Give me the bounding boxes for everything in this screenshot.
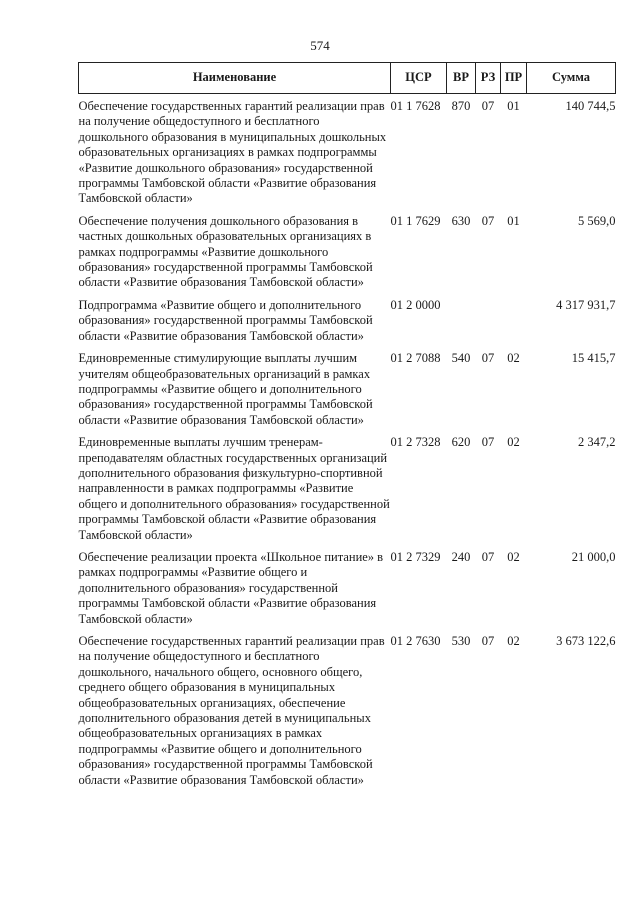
row-name: Обеспечение реализации проекта «Школьное питание» в рамках подпрограммы «Развитие общего и дополнительного образования» государственной программы Тамбовской области «Развитие образования Тамбовской области» bbox=[78, 549, 384, 626]
row-csr: 01 2 7329 bbox=[390, 549, 441, 564]
table-row bbox=[79, 94, 616, 214]
table-row bbox=[79, 214, 616, 298]
row-pr: 01 bbox=[507, 99, 520, 113]
page-number: 574 bbox=[310, 38, 330, 53]
header-rz: РЗ bbox=[476, 63, 501, 94]
row-pr: 02 bbox=[507, 549, 520, 564]
row-pr: 02 bbox=[507, 634, 520, 648]
row-vr: 540 bbox=[451, 351, 471, 366]
table-row bbox=[79, 634, 616, 795]
row-vr: 530 bbox=[451, 634, 471, 648]
row-name: Единовременные выплаты лучшим тренерам-преподавателям областных государственных организаций дополнительного образования физкультурно-спортивной направленности в рамках подпрограммы «Развитие общего и дополнительного образования» государственной программы Тамбовской области «Развитие образования Тамбовской области» bbox=[78, 435, 390, 542]
row-csr: 01 2 7328 bbox=[390, 435, 441, 450]
row-name: Обеспечение получения дошкольного образования в частных дошкольных образовательных организациях в рамках подпрограммы «Развитие дошкольного образования» государственной программы Тамбовской области «Развитие образования Тамбовской области» bbox=[78, 213, 373, 290]
row-sum: 21 000,0 bbox=[571, 549, 616, 564]
header-pr: ПР bbox=[501, 63, 527, 94]
row-csr: 01 1 7629 bbox=[390, 213, 441, 228]
row-name: Обеспечение государственных гарантий реализации прав на получение общедоступного и бесплатного дошкольного образования в муниципальных дошкольных образовательных организациях в рамках подпрограммы «Развитие дошкольного образования» государственной программы Тамбовской области «Развитие образования Тамбовской области» bbox=[78, 99, 387, 206]
row-vr: 240 bbox=[451, 549, 471, 564]
row-csr: 01 2 7630 bbox=[390, 634, 441, 648]
header-sum: Сумма bbox=[527, 63, 616, 94]
row-rz: 07 bbox=[481, 99, 495, 113]
row-sum: 140 744,5 bbox=[565, 99, 616, 113]
row-vr: 620 bbox=[451, 435, 471, 450]
budget-table bbox=[78, 62, 616, 795]
row-csr: 01 2 0000 bbox=[390, 297, 441, 312]
row-rz: 07 bbox=[481, 634, 495, 648]
header-csr: ЦСР bbox=[391, 63, 447, 94]
row-rz bbox=[476, 298, 501, 351]
row-vr: 870 bbox=[451, 99, 471, 113]
row-sum: 5 569,0 bbox=[578, 213, 616, 228]
header-name: Наименование bbox=[79, 63, 391, 94]
row-csr: 01 1 7628 bbox=[390, 99, 441, 113]
row-pr bbox=[501, 298, 527, 351]
row-sum: 2 347,2 bbox=[578, 435, 616, 450]
table-row bbox=[79, 351, 616, 435]
row-name: Единовременные стимулирующие выплаты лучшим учителям общеобразовательных организаций в рамках подпрограммы «Развитие общего и дополнительного образования» государственной программы Тамбовской области «Развитие образования Тамбовской области» bbox=[78, 351, 373, 427]
row-vr: 630 bbox=[451, 213, 471, 228]
row-name: Подпрограмма «Развитие общего и дополнительного образования» государственной программы Тамбовской области «Развитие образования Тамбовской области» bbox=[78, 297, 373, 343]
row-csr: 01 2 7088 bbox=[390, 351, 441, 366]
row-name: Обеспечение государственных гарантий реализации прав на получение общедоступного и бесплатного дошкольного, начального общего, основного общего, среднего общего образования в муниципальных общеобразовательных организациях, обеспечение дополнительного образования детей в муниципальных общеобразовательных организациях в рамках подпрограммы «Развитие общего и дополнительного образования» государственной программы Тамбовской области «Развитие образования Тамбовской области» bbox=[78, 634, 385, 787]
row-sum: 3 673 122,6 bbox=[556, 634, 616, 648]
header-vr: ВР bbox=[447, 63, 476, 94]
table-row bbox=[79, 298, 616, 351]
row-pr: 02 bbox=[507, 435, 520, 450]
table-row bbox=[79, 550, 616, 634]
row-sum: 15 415,7 bbox=[571, 351, 616, 366]
table-row bbox=[79, 435, 616, 550]
row-rz: 07 bbox=[481, 213, 495, 228]
row-sum: 4 317 931,7 bbox=[556, 297, 616, 312]
table-body bbox=[79, 94, 616, 796]
row-rz: 07 bbox=[481, 549, 495, 564]
row-vr bbox=[447, 298, 476, 351]
row-pr: 01 bbox=[507, 213, 520, 228]
table-header bbox=[79, 63, 616, 94]
row-rz: 07 bbox=[481, 351, 495, 366]
row-pr: 02 bbox=[507, 351, 520, 366]
row-rz: 07 bbox=[481, 435, 495, 450]
